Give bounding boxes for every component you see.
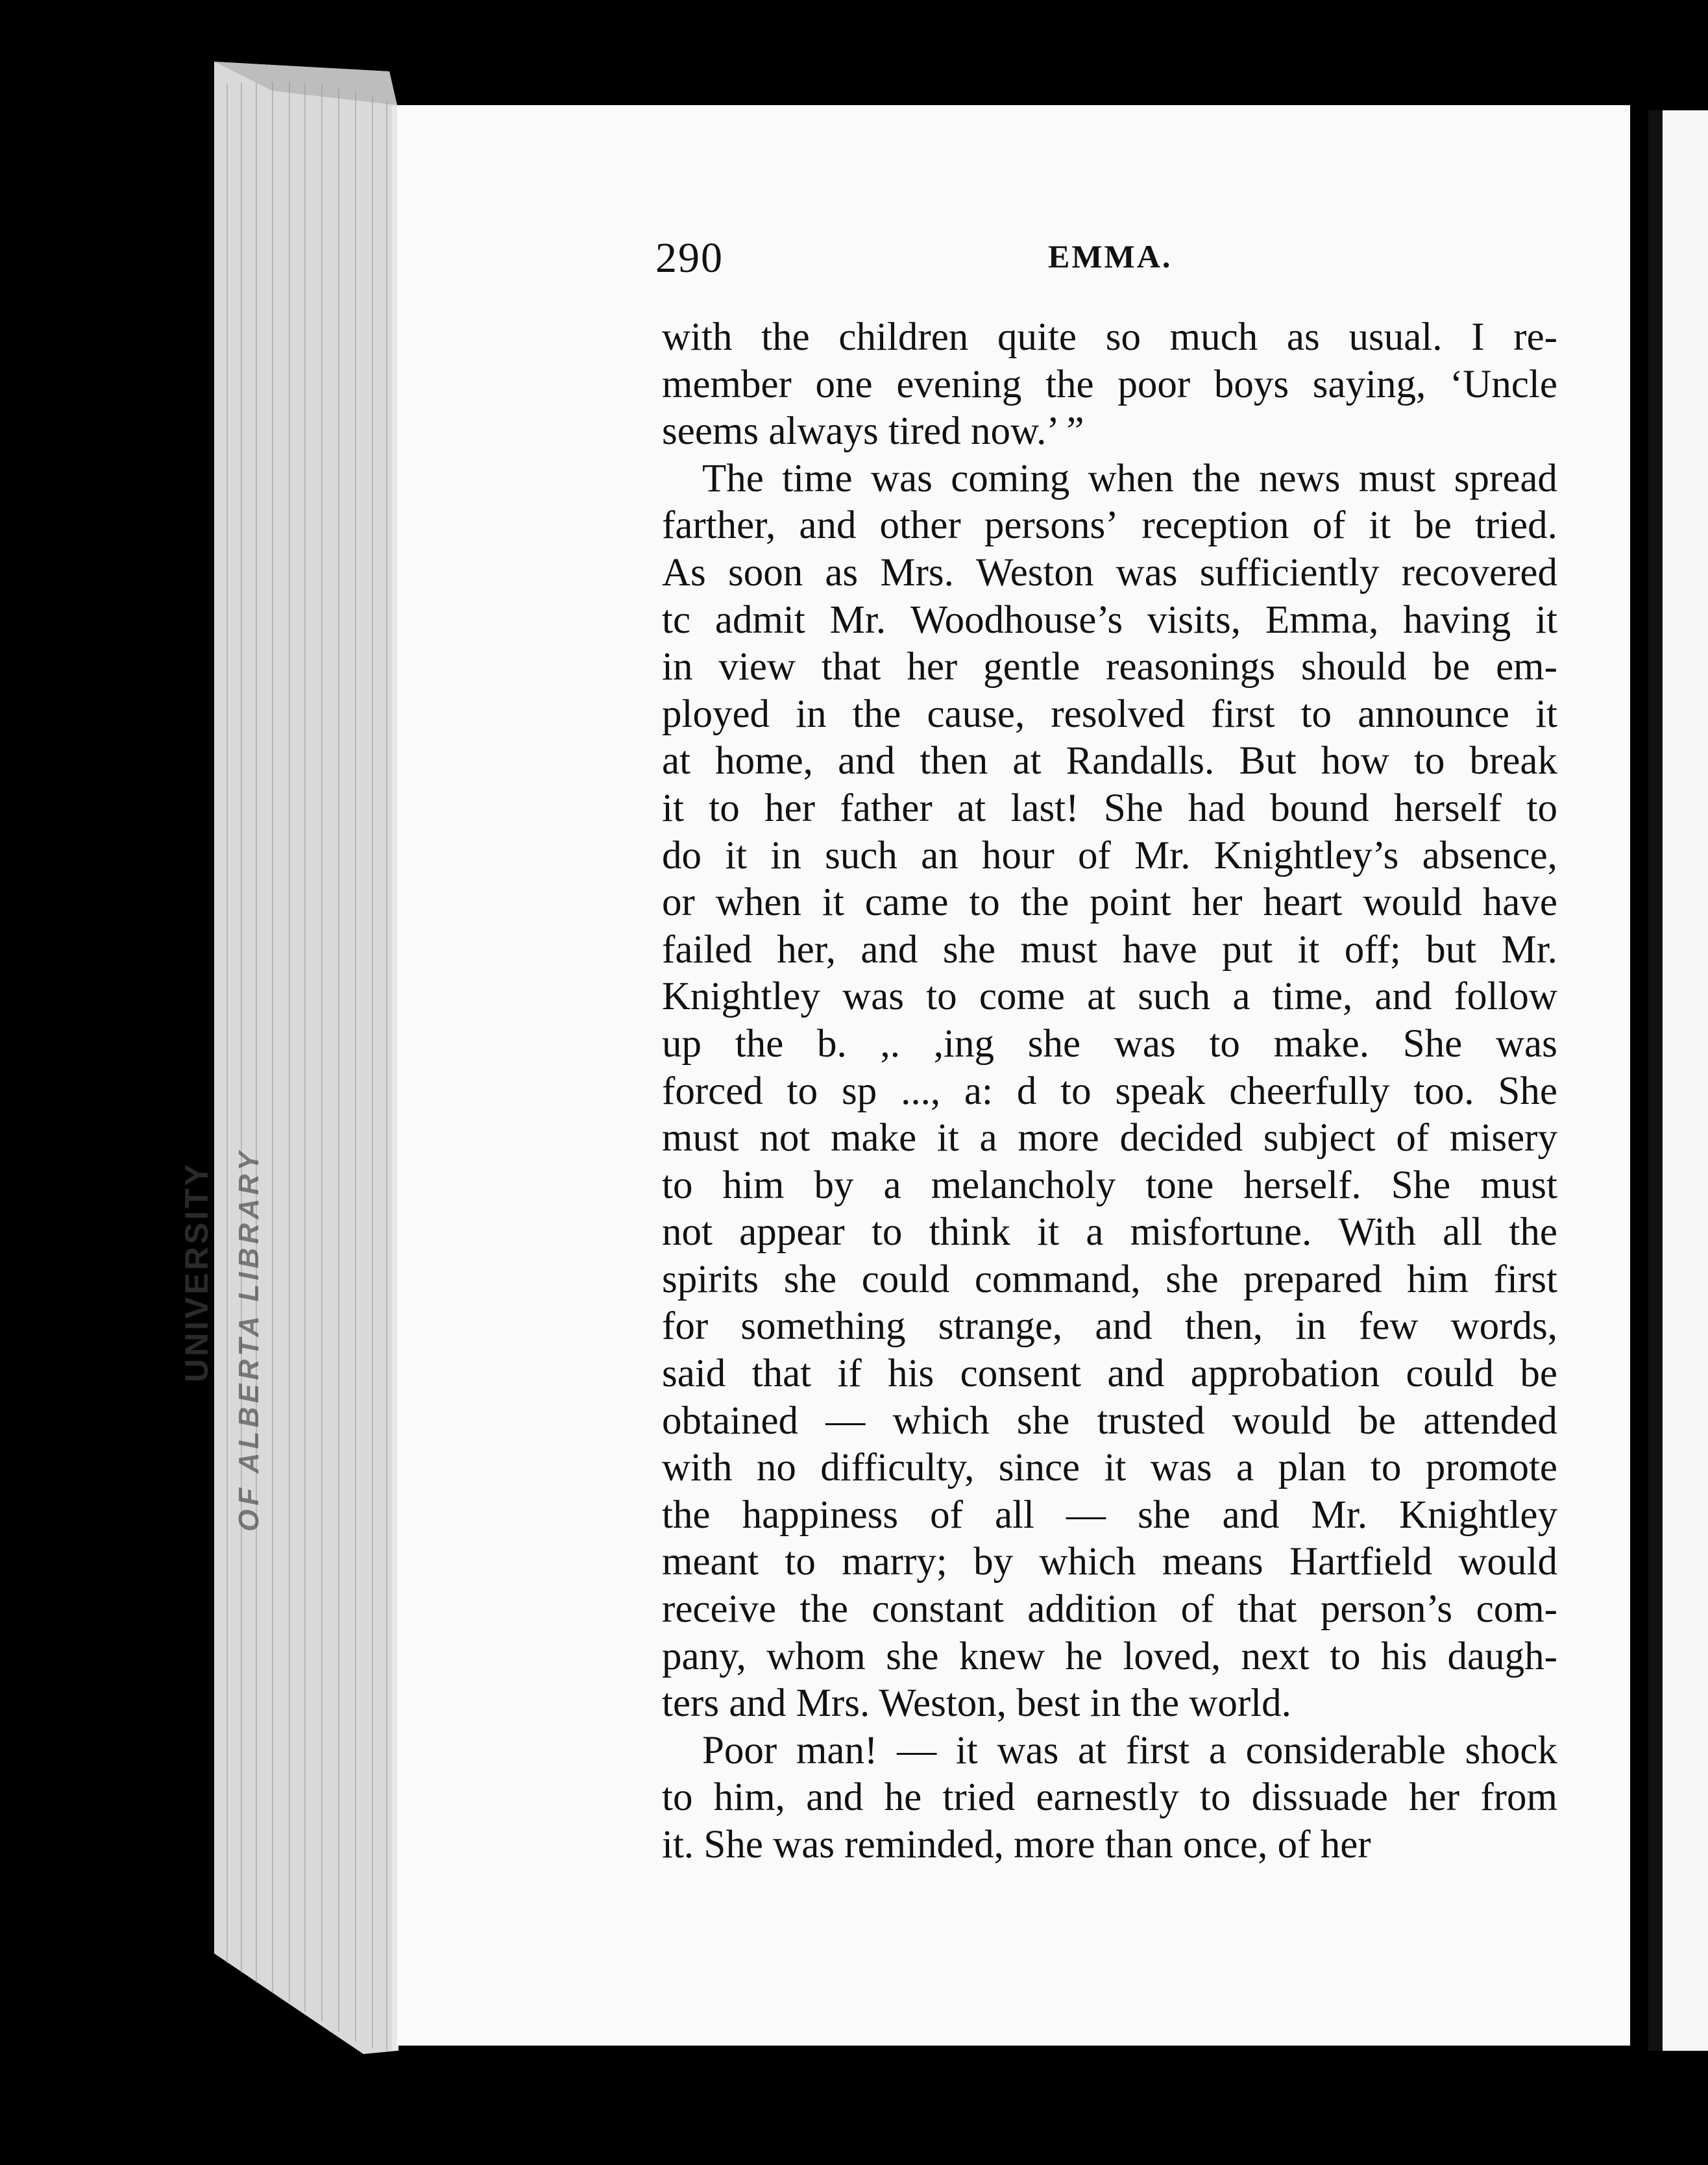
text-line: pany, whom she knew he loved, next to his daugh- (662, 1634, 1557, 1678)
text-line: to him, and he tried earnestly to dissuade her from (662, 1776, 1557, 1820)
text-line: The time was coming when the news must spread (702, 456, 1557, 500)
body-text (662, 314, 1557, 1869)
text-line: obtained — which she trusted would be attended (662, 1399, 1557, 1443)
text-line: it. She was reminded, more than once, of her (662, 1823, 1371, 1866)
text-line: with the children quite so much as usual. I re- (662, 315, 1557, 359)
text-line: ters and Mrs. Weston, best in the world. (662, 1682, 1291, 1726)
text-line: said that if his consent and approbation could be (662, 1352, 1557, 1396)
text-line: not appear to think it a misfortune. With all the (662, 1210, 1557, 1254)
text-line: in view that her gentle reasonings should be em- (662, 645, 1557, 689)
running-title: EMMA. (1048, 238, 1173, 275)
paragraph (662, 314, 1557, 456)
library-stamp-image (169, 1012, 311, 1545)
paragraph (662, 456, 1557, 1728)
text-line: failed her, and she must have put it off; but Mr. (662, 927, 1557, 972)
text-line: Poor man! — it was at first a considerable shock (702, 1728, 1557, 1772)
text-line: member one evening the poor boys saying, ‘Uncle (662, 362, 1557, 406)
text-line: farther, and other persons’ reception of it be tried. (662, 504, 1557, 548)
text-line: up the b. ,. ,ing she was to make. She was (662, 1021, 1557, 1066)
running-head (655, 234, 1564, 292)
text-line: or when it came to the point her heart would have (662, 881, 1557, 925)
text-line: As soon as Mrs. Weston was sufficiently recovered (662, 550, 1557, 594)
text-line: Knightley was to come at such a time, and follow (662, 975, 1557, 1019)
text-line: to him by a melancholy tone herself. She must (662, 1163, 1557, 1207)
facing-page-edge (1648, 110, 1708, 2051)
paragraph (662, 1728, 1557, 1869)
text-line: must not make it a more decided subject of misery (662, 1116, 1557, 1160)
text-line: receive the constant addition of that person’s com- (662, 1587, 1557, 1632)
library-stamp (169, 1012, 311, 1545)
text-line: it to her father at last! She had bound herself to (662, 786, 1557, 830)
page-number: 290 (655, 234, 724, 282)
text-line: forced to sp ..., a: d to speak cheerfully too. She (662, 1069, 1557, 1113)
text-line: at home, and then at Randalls. But how to break (662, 739, 1557, 783)
text-line: spirits she could command, she prepared him first (662, 1257, 1557, 1301)
text-line: the happiness of all — she and Mr. Knightley (662, 1493, 1557, 1537)
stamp-line-2: OF ALBERTA LIBRARY (233, 1147, 265, 1532)
text-line: ployed in the cause, resolved first to announce it (662, 692, 1557, 736)
text-line: do it in such an hour of Mr. Knightley’s absence, (662, 833, 1557, 877)
text-line: for something strange, and then, in few words, (662, 1304, 1557, 1349)
text-line: seems always tired now.’ ” (662, 410, 1084, 454)
stamp-line-1: UNIVERSITY (178, 1161, 215, 1382)
text-line: with no difficulty, since it was a plan to promote (662, 1446, 1557, 1490)
text-line: tc admit Mr. Woodhouse’s visits, Emma, having it (662, 598, 1557, 642)
text-line: meant to marry; by which means Hartfield would (662, 1540, 1557, 1584)
